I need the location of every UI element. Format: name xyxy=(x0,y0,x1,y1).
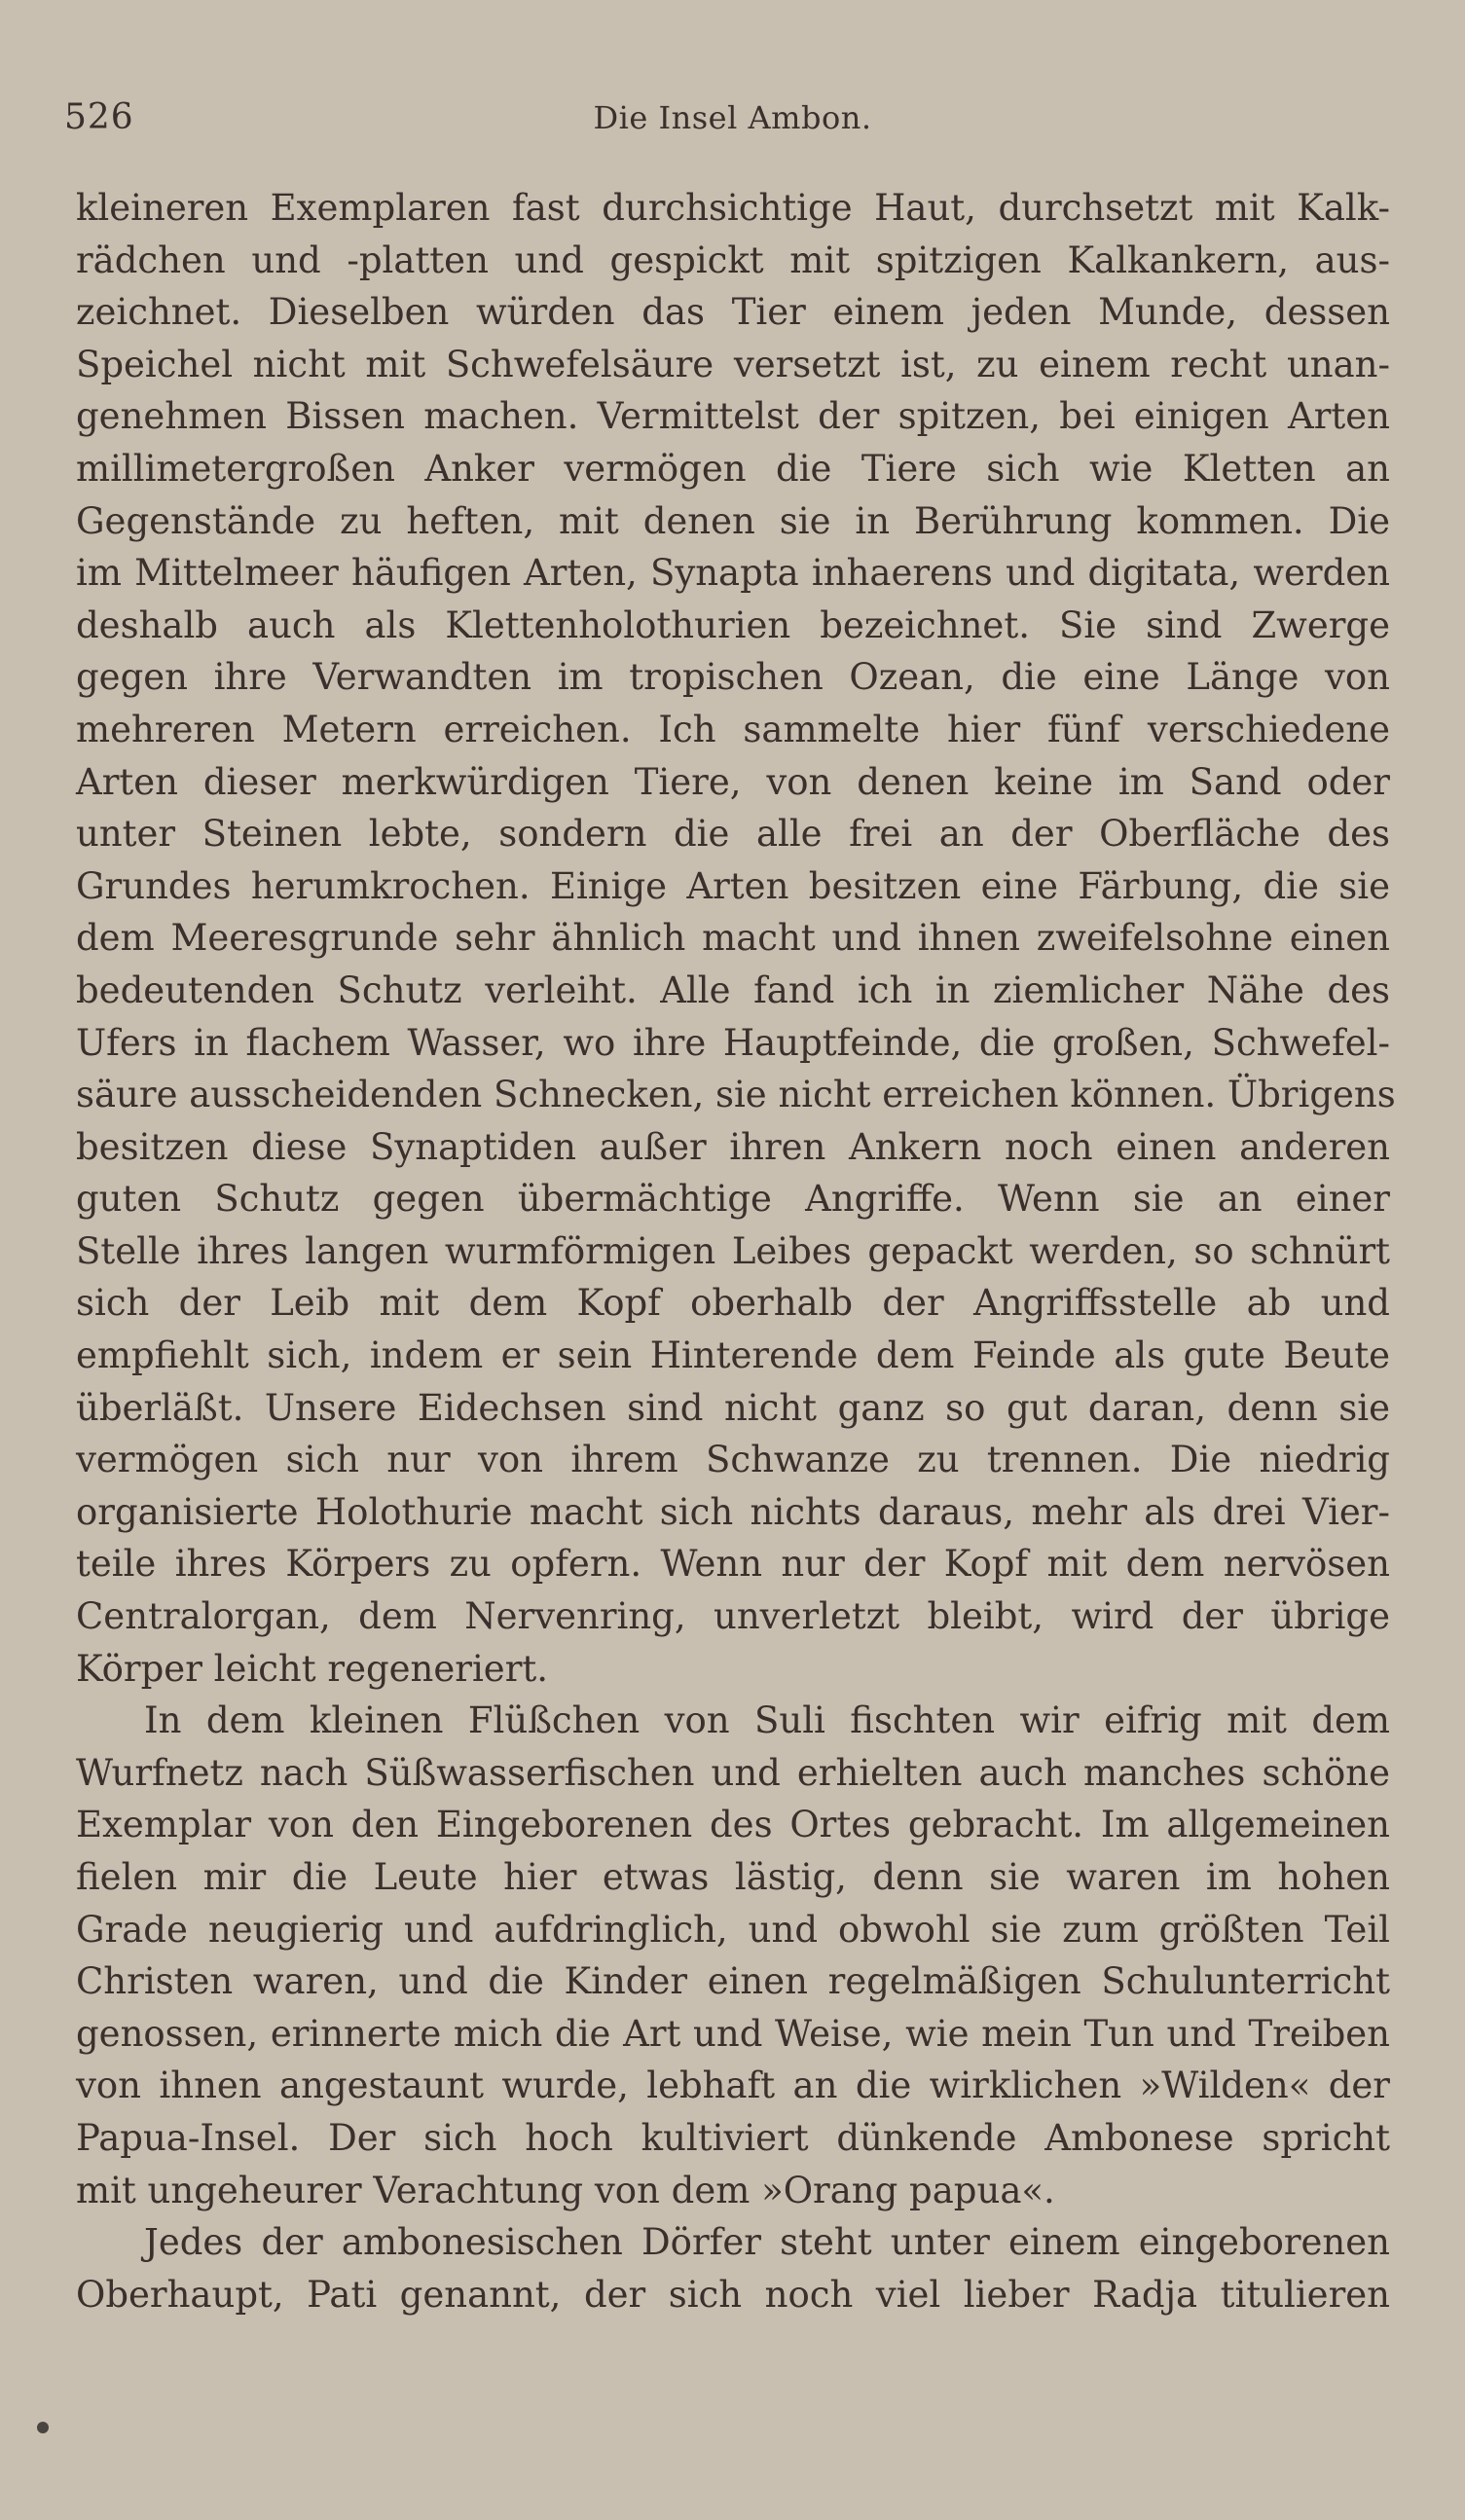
text-line: besitzen diese Synaptiden außer ihren Ankern noch einen anderen xyxy=(76,1125,1390,1168)
text-line: Grade neugierig und aufdringlich, und obwohl sie zum größten Teil xyxy=(76,1908,1390,1951)
text-line: unter Steinen lebte, sondern die alle frei an der Oberfläche des xyxy=(76,813,1390,856)
ink-speck xyxy=(37,2422,49,2433)
text-line: Gegenstände zu heften, mit denen sie in Berührung kommen. Die xyxy=(76,499,1390,542)
text-line: säure ausscheidenden Schnecken, sie nicht erreichen können. Übrigens xyxy=(76,1074,1396,1116)
text-line: genehmen Bissen machen. Vermittelst der spitzen, bei einigen Arten xyxy=(76,395,1390,438)
text-line: vermögen sich nur von ihrem Schwanze zu trennen. Die niedrig xyxy=(76,1439,1390,1481)
text-line: mit ungeheurer Verachtung von dem »Orang papua«. xyxy=(76,2169,1055,2211)
text-line: guten Schutz gegen übermächtige Angriffe. Wenn sie an einer xyxy=(76,1178,1390,1221)
text-line: kleineren Exemplaren fast durchsichtige Haut, durchsetzt mit Kalk- xyxy=(76,187,1390,229)
text-line: Stelle ihres langen wurmförmigen Leibes gepackt werden, so schnürt xyxy=(76,1229,1390,1272)
paragraph-start-line: Jedes der ambonesischen Dörfer steht unter einem eingeborenen xyxy=(144,2221,1390,2264)
text-line: Exemplar von den Eingeborenen des Ortes gebracht. Im allgemeinen xyxy=(76,1804,1390,1846)
text-line: deshalb auch als Klettenholothurien bezeichnet. Sie sind Zwerge xyxy=(76,603,1390,646)
text-line: empfiehlt sich, indem er sein Hinterende dem Feinde als gute Beute xyxy=(76,1334,1390,1377)
text-line: teile ihres Körpers zu opfern. Wenn nur der Kopf mit dem nervösen xyxy=(76,1543,1390,1586)
text-line: Christen waren, und die Kinder einen regelmäßigen Schulunterricht xyxy=(76,1960,1390,2003)
text-line: im Mittelmeer häufigen Arten, Synapta inhaerens und digitata, werden xyxy=(76,552,1390,595)
text-line: Körper leicht regeneriert. xyxy=(76,1647,549,1690)
paragraph-start-line: In dem kleinen Flüßchen von Suli fischten wir eifrig mit dem xyxy=(144,1699,1390,1742)
text-line: mehreren Metern erreichen. Ich sammelte hier fünf verschiedene xyxy=(76,708,1390,750)
body-text xyxy=(76,182,1396,2320)
text-line: Wurfnetz nach Süßwasserfischen und erhielten auch manches schöne xyxy=(76,1751,1390,1794)
text-line: dem Meeresgrunde sehr ähnlich macht und ihnen zweifelsohne einen xyxy=(76,917,1390,960)
text-line: überläßt. Unsere Eidechsen sind nicht ganz so gut daran, denn sie xyxy=(76,1386,1390,1429)
text-line: fielen mir die Leute hier etwas lästig, denn sie waren im hohen xyxy=(76,1856,1390,1898)
text-line: gegen ihre Verwandten im tropischen Ozean, die eine Länge von xyxy=(76,656,1390,699)
text-line: zeichnet. Dieselben würden das Tier einem jeden Munde, dessen xyxy=(76,291,1390,334)
text-line: Speichel nicht mit Schwefelsäure versetzt ist, zu einem recht unan- xyxy=(76,343,1390,385)
page-number: 526 xyxy=(64,97,134,137)
text-line: Ufers in flachem Wasser, wo ihre Hauptfeinde, die großen, Schwefel- xyxy=(76,1021,1390,1064)
text-line: organisierte Holothurie macht sich nichts daraus, mehr als drei Vier- xyxy=(76,1490,1390,1533)
text-line: millimetergroßen Anker vermögen die Tiere sich wie Kletten an xyxy=(76,447,1390,490)
text-line: Papua-Insel. Der sich hoch kultiviert dünkende Ambonese spricht xyxy=(76,2116,1390,2159)
text-line: Arten dieser merkwürdigen Tiere, von denen keine im Sand oder xyxy=(76,760,1390,803)
text-line: bedeutenden Schutz verleiht. Alle fand ich in ziemlicher Nähe des xyxy=(76,968,1390,1011)
text-line: Oberhaupt, Pati genannt, der sich noch viel lieber Radja titulieren xyxy=(76,2273,1390,2316)
text-line: Centralorgan, dem Nervenring, unverletzt bleibt, wird der übrige xyxy=(76,1595,1390,1638)
text-line: sich der Leib mit dem Kopf oberhalb der Angriffsstelle ab und xyxy=(76,1282,1390,1325)
text-line: genossen, erinnerte mich die Art und Weise, wie mein Tun und Treiben xyxy=(76,2012,1390,2055)
text-line: von ihnen angestaunt wurde, lebhaft an die wirklichen »Wilden« der xyxy=(76,2064,1390,2107)
text-line: rädchen und -platten und gespickt mit spitzigen Kalkankern, aus- xyxy=(76,238,1390,281)
running-title: Die Insel Ambon. xyxy=(593,99,872,136)
text-line: Grundes herumkrochen. Einige Arten besitzen eine Färbung, die sie xyxy=(76,864,1390,907)
